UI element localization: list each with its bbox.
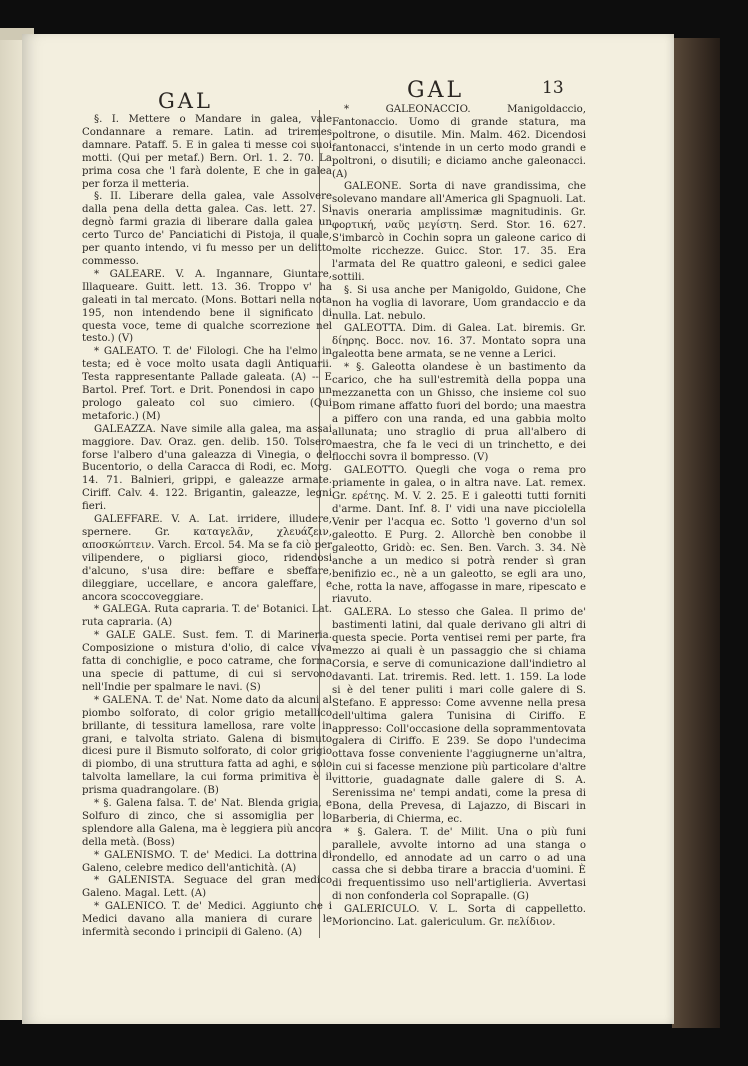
dictionary-entry: * §. Galena falsa. T. de' Nat. Blenda grigia, e Solfuro di zinco, che si assomiglia per lo splendore alla Galena, ma è leggiera più ancora della metà. (Boss)	[82, 798, 332, 848]
left-running-head: GAL	[158, 89, 213, 113]
page-number: 13	[542, 78, 564, 98]
dictionary-entry: * §. Galeotta olandese è un bastimento da carico, che ha sull'estremità della poppa una mezzanetta con un Ghisso, che insieme col suo Bom rimane affatto fuori del bordo; una maestra a piffero con una randa, ed una gabbia molto allunata; uno straglio di prua all'albero di maestra, che fa le veci di un trinchetto, e dei flocchi sovra il bompresso. (V)	[332, 362, 586, 464]
dictionary-entry: GALEONE. Sorta di nave grandissima, che solevano mandare all'America gli Spagnuoli. Lat. navis oneraria amplissimæ magnitudinis. Gr. φορτική, ναῦς μεγίστη. Serd. Stor. 16. 627. S'imbarcò in Cochin sopra un galeone carico di molte ricchezze. Guicc. Stor. 17. 35. Era l'armata del Re quattro galeoni, e sedici galee sottili.	[332, 181, 586, 283]
dictionary-page	[22, 34, 674, 1024]
left-column	[82, 114, 332, 940]
book-cover-edge	[672, 38, 720, 1028]
dictionary-entry: GALERICULO. V. L. Sorta di cappelletto. Morioncino. Lat. galericulum. Gr. πελίδιον.	[332, 904, 586, 929]
dictionary-entry: * GALENICO. T. de' Medici. Aggiunto che i Medici davano alla maniera di curare le infermità secondo i principii di Galeno. (A)	[82, 901, 332, 939]
dictionary-entry: GALEAZZA. Nave simile alla galea, ma assai maggiore. Dav. Oraz. gen. delib. 150. Tolsero forse l'albero d'una galeazza di Vinegia, o del Bucentorio, o della Caracca di Rodi, ec. Morg. 14. 71. Balnieri, grippi, e galeazze armate. Ciriff. Calv. 4. 122. Brigantin, galeazze, legni fieri.	[82, 423, 332, 513]
dictionary-entry: * GALE GALE. Sust. fem. T. di Marineria. Composizione o mistura d'olio, di calce viva fatta di conchiglie, e poco catrame, che forma una specie di pattume, di cui si servono nell'Indie per spalmare le navi. (S)	[82, 630, 332, 693]
dictionary-entry: GALERA. Lo stesso che Galea. Il primo de' bastimenti latini, dal quale derivano gli altri di questa specie. Porta ventisei remi per parte, fra mezzo ai quali è un passaggio che si chiama Corsia, e serve di comunicazione dall'indietro al davanti. Lat. triremis. Red. lett. 1. 159. La lode si è del tener puliti i mari colle galere di S. Stefano. E appresso: Come avvenne nella presa dell'ultima galera Tunisina di Ciriffo. E appresso: Coll'occasione della soprammentovata galera di Ciriffo. E 239. Se dopo l'undecima ottava fosse conveniente l'aggiugnerne un'altra, in cui si facesse menzione più particolare d'altre vittorie, guadagnate dalle galere di S. A. Serenissima ne' tempi andati, come la presa di Bona, della Prevesa, di Lajazzo, di Biscari in Barberia, di Chierma, ec.	[332, 607, 586, 825]
dictionary-entry: * GALENA. T. de' Nat. Nome dato da alcuni al piombo solforato, di color grigio metallico brillante, di tessitura lamellosa, rare volte in grani, e talvolta striato. Galena di bismuto dicesi pure il Bismuto solforato, di color grigio di piombo, di una struttura fatta ad aghi, e solo talvolta lamellare, la cui forma primitiva è il prisma quadrangolare. (B)	[82, 694, 332, 797]
dictionary-entry: §. Si usa anche per Manigoldo, Guidone, Che non ha voglia di lavorare, Uom grandaccio e da nulla. Lat. nebulo.	[332, 284, 586, 322]
right-running-head: GAL	[407, 78, 465, 103]
dictionary-entry: * GALEATO. T. de' Filologi. Che ha l'elmo in testa; ed è voce molto usata dagli Antiquarii. Testa rappresentante Pallade galeata. (A) -- E Bartol. Pref. Tort. e Drit. Ponendosi in capo un prologo galeato col suo cimiero. (Qui metaforic.) (M)	[82, 346, 332, 422]
dictionary-entry: §. II. Liberare della galea, vale Assolvere dalla pena della detta galea. Cas. lett. 27. Si degnò farmi grazia di liberare dalla galea un certo Turco de' Panciatichi di Pistoja, il quale, per quanto intendo, vi fu messo per un delitto commesso.	[82, 191, 332, 267]
dictionary-entry: GALEFFARE. V. A. Lat. irridere, illudere, spernere. Gr. καταγελᾶν, χλευάζειν, αποσκώπτειν. Varch. Ercol. 54. Ma se fa ciò per vilipendere, o pigliarsi gioco, ridendosi d'alcuno, s'usa dire: beffare e sbeffare, dileggiare, uccellare, e ancora galeffare, e ancora scoccoveggiare.	[82, 514, 332, 603]
dictionary-entry: GALEOTTA. Dim. di Galea. Lat. biremis. Gr. δίηρης. Bocc. nov. 16. 37. Montato sopra una galeotta bene armata, se ne venne a Lerici.	[332, 323, 586, 361]
dictionary-entry: GALEOTTO. Quegli che voga o rema pro priamente in galea, o in altra nave. Lat. remex. Gr. ερέτης. M. V. 2. 25. E i galeotti tutti forniti d'arme. Dant. Inf. 8. I' vidi una nave picciolella Venir per l'acqua ec. Sotto 'l governo d'un sol galeotto. E Purg. 2. Allorchè ben conobbe il galeotto, Gridò: ec. Sen. Ben. Varch. 3. 34. Nè anche a un medico si potrà render sì gran benifizio ec., nè a un galeotto, se egli ara uno, che, rotta la nave, affogasse in mare, ripescato e riavuto.	[332, 465, 586, 606]
dictionary-entry: * GALENISTA. Seguace del gran medico Galeno. Magal. Lett. (A)	[82, 875, 332, 900]
dictionary-entry: * GALEONACCIO. Manigoldaccio, Fantonaccio. Uomo di grande statura, ma poltrone, o disutile. Min. Malm. 462. Dicendosi fantonacci, s'intende in un certo modo grandi e poltroni, o disutili; e diciamo anche galeonacci. (A)	[332, 104, 586, 180]
dictionary-entry: * GALEARE. V. A. Ingannare, Giuntare, Illaqueare. Guitt. lett. 13. 36. Troppo v' ha galeati in tal mercato. (Mons. Bottari nella nota 195, non intendendo bene il significato di questa voce, teme di qualche scorrezione nel testo.) (V)	[82, 268, 332, 345]
dictionary-entry: * GALEGA. Ruta capraria. T. de' Botanici. Lat. ruta capraria. (A)	[82, 604, 332, 629]
dictionary-entry: * §. Galera. T. de' Milit. Una o più funi parallele, avvolte intorno ad una stanga o rondello, ed annodate ad un carro o ad una cassa che si debba tirare a braccia d'uomini. È di frequentissimo uso nell'artiglieria. Avvertasi di non confonderla col Soprapalle. (G)	[332, 826, 586, 903]
dictionary-entry: §. I. Mettere o Mandare in galea, vale Condannare a remare. Latin. ad triremes damnare. Pataff. 5. E in galea ti messe coi suoi motti. (Qui per metaf.) Bern. Orl. 1. 2. 70. La prima cosa che 'l farà dolente, E che in galea per forza il metteria.	[82, 114, 332, 190]
dictionary-entry: * GALENISMO. T. de' Medici. La dottrina di Galeno, celebre medico dell'antichità. (A)	[82, 849, 332, 874]
right-column	[332, 100, 586, 930]
